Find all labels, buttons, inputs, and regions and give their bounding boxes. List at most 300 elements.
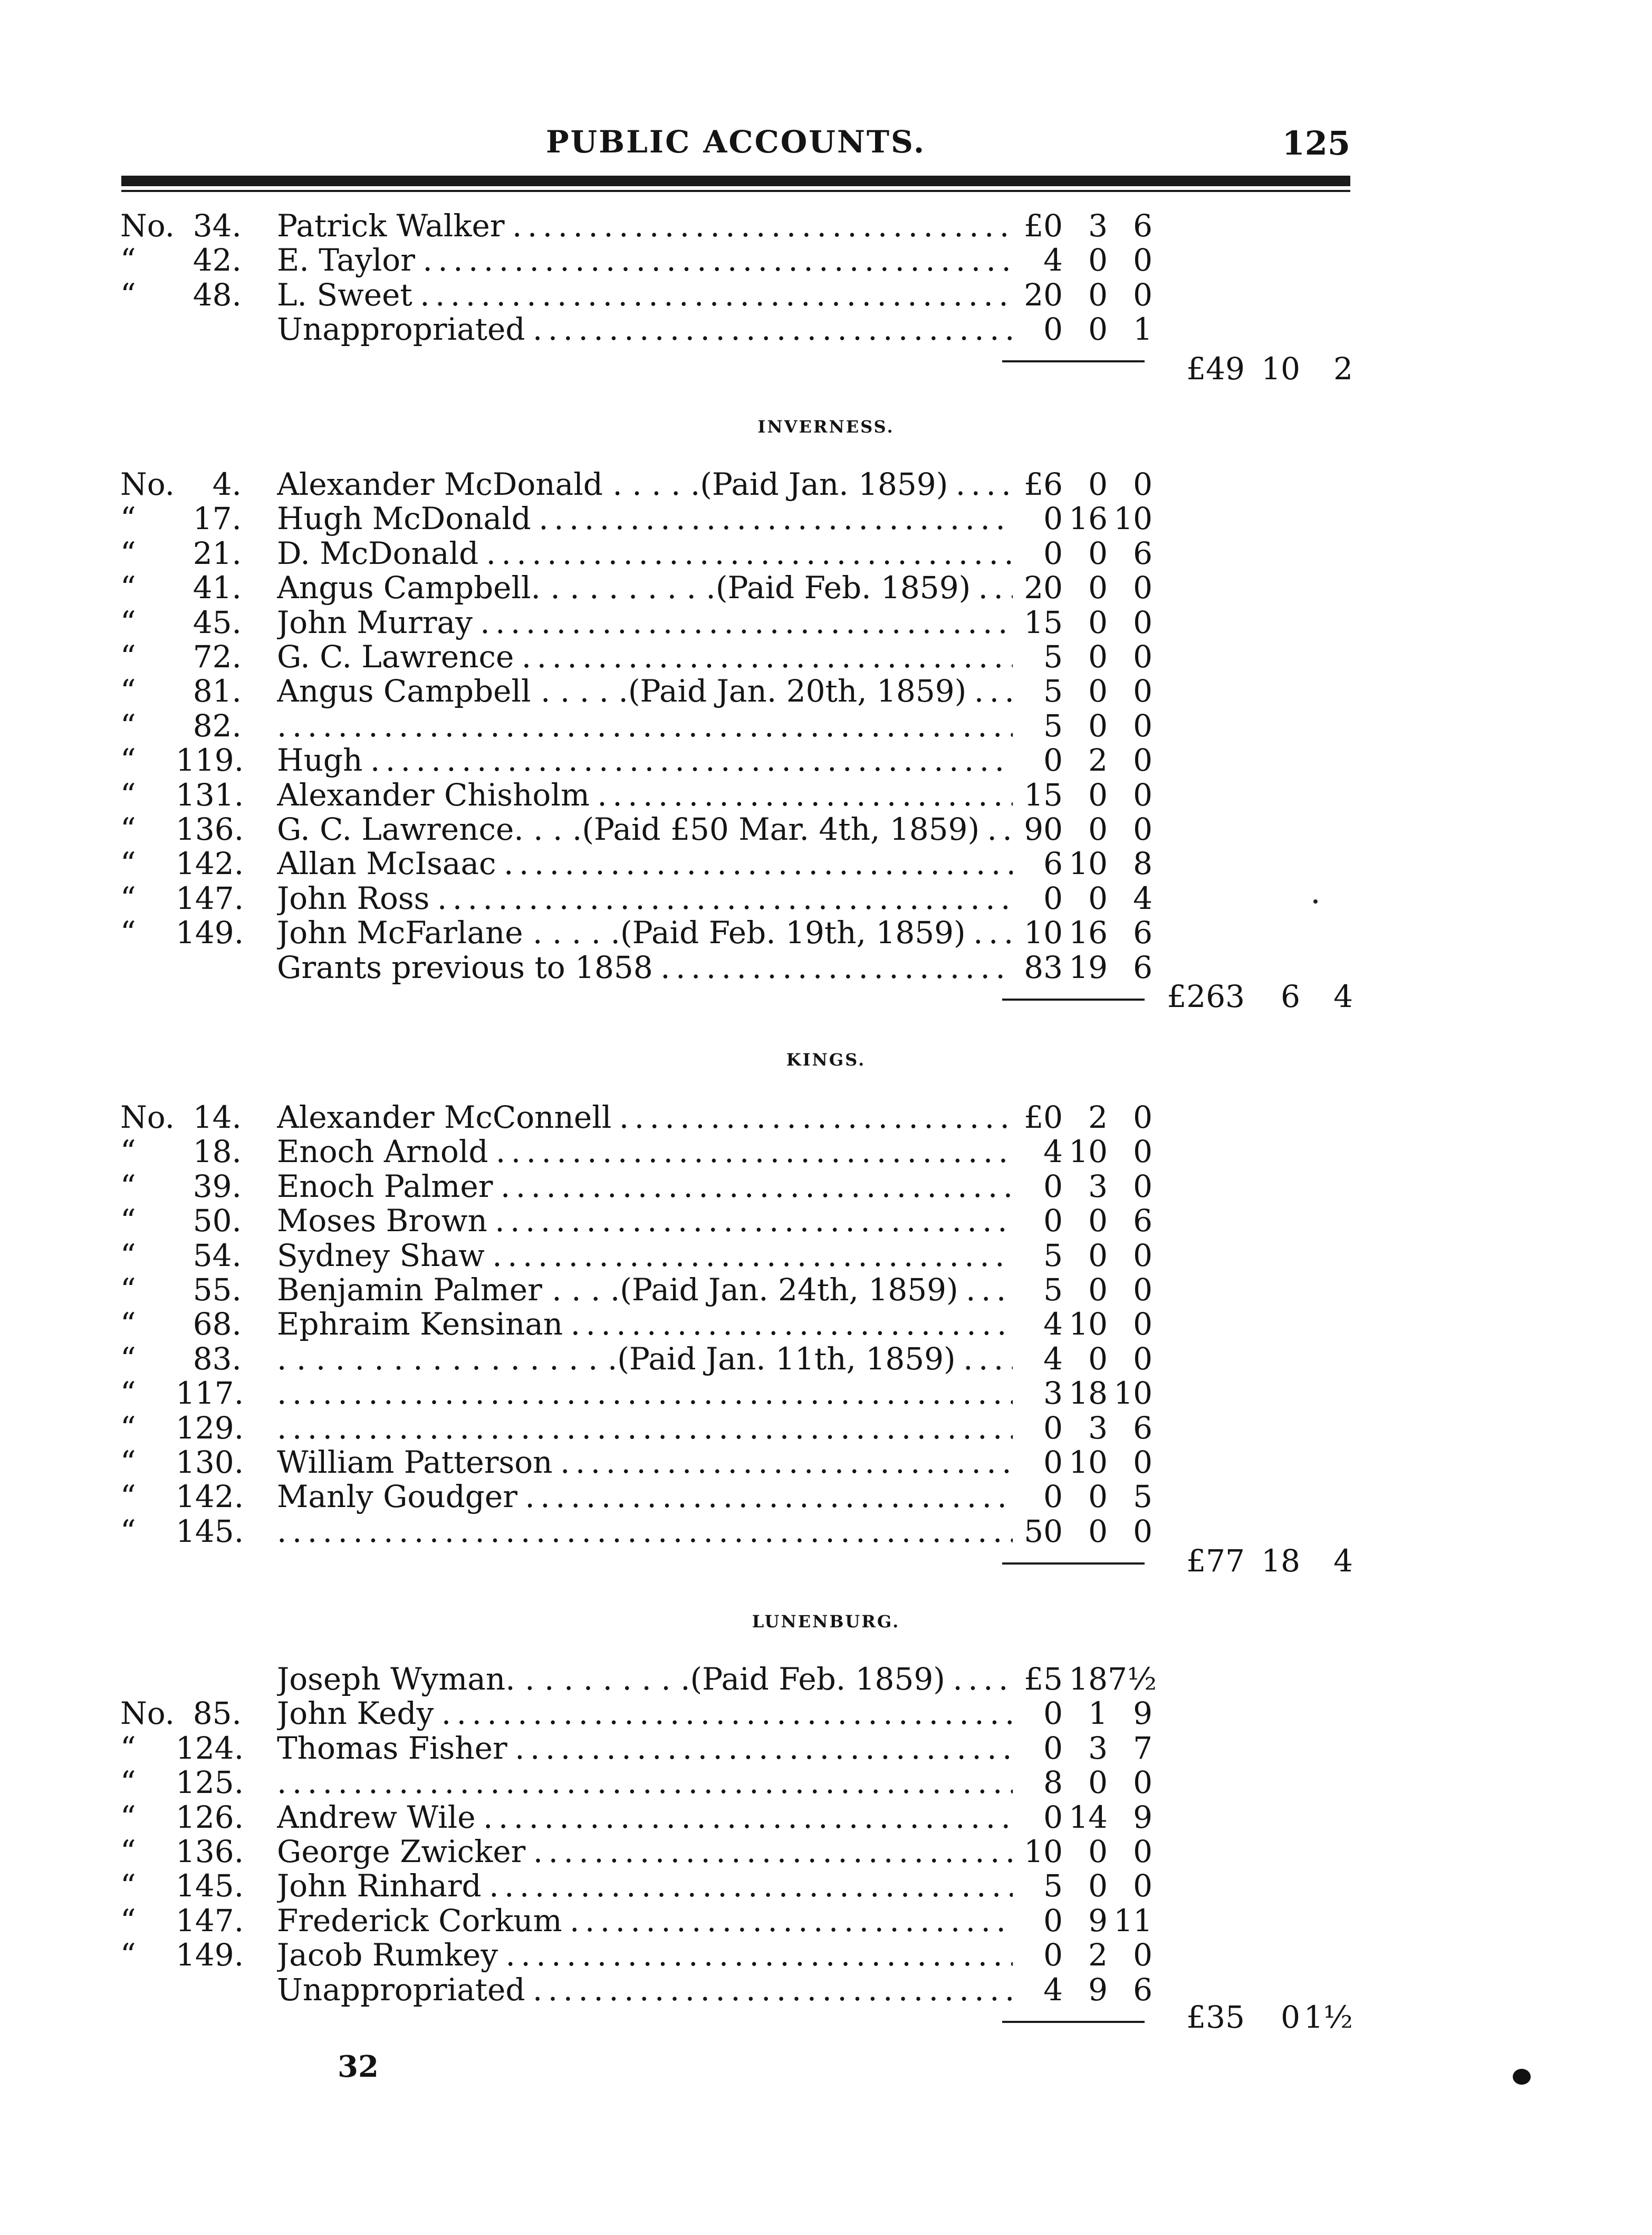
page-header: [121, 124, 1350, 171]
entry-index: 41.: [193, 570, 242, 606]
payee-name: William Patterson . . .: [277, 1445, 1013, 1480]
amount-pence: 0: [1133, 639, 1152, 675]
page-title: PUBLIC ACCOUNTS.: [545, 124, 926, 160]
ledger-row: [0, 605, 1652, 640]
amount-pounds: 0: [1043, 1695, 1063, 1732]
amount-pence: 0: [1133, 466, 1152, 502]
entry-index: 82.: [193, 707, 242, 744]
amount-pounds: £0: [1024, 208, 1063, 244]
entry-number: [120, 1134, 242, 1169]
section-total: [1155, 979, 1356, 1014]
amount-pence: 0: [1133, 1340, 1152, 1377]
amount-pence: 0: [1133, 707, 1152, 744]
payee-name: Moses Brown . . .: [277, 1203, 1013, 1238]
payee-name: Enoch Palmer . . .: [277, 1169, 1013, 1204]
entry-number: [120, 1203, 242, 1238]
payee-name: [277, 1765, 1013, 1800]
payee-name: John Murray . . .: [277, 605, 1013, 640]
entry-number: [120, 812, 242, 847]
entry-index: 149.: [176, 1937, 244, 1973]
ledger-row: [0, 1800, 1652, 1835]
payee-name: [277, 1411, 1013, 1445]
total-pence: 4: [1333, 979, 1353, 1014]
ditto-mark: “: [120, 535, 136, 571]
amount-pence: 0: [1133, 570, 1152, 606]
amount-shillings: 3: [1088, 1730, 1108, 1766]
amount: [1005, 846, 1158, 881]
amount: [1005, 1238, 1158, 1273]
entry-index: 130.: [176, 1444, 244, 1480]
entry-number: [120, 312, 242, 347]
entry-number: [120, 1765, 242, 1800]
section-total: [1155, 1999, 1356, 2035]
ledger-row: [0, 1903, 1652, 1938]
payee-name: [277, 1376, 1013, 1411]
amount: [1005, 708, 1158, 743]
ledger-row: [0, 1868, 1652, 1903]
amount-pence: 0: [1133, 1513, 1152, 1549]
entry-number: [120, 778, 242, 812]
entry-number: [120, 208, 242, 243]
ledger-row: [0, 1514, 1652, 1549]
entry-number: [120, 1479, 242, 1514]
ditto-mark: “: [120, 1868, 136, 1904]
amount-shillings: 3: [1088, 1409, 1108, 1446]
entry-number: [120, 1800, 242, 1835]
entry-index: 68.: [193, 1306, 242, 1342]
ledger-row: [0, 1411, 1652, 1445]
amount-pounds: 50: [1024, 1513, 1063, 1549]
amount: [1005, 881, 1158, 916]
amount: [1005, 536, 1158, 571]
amount-pounds: 4: [1043, 242, 1063, 279]
amount-shillings: 9: [1088, 1902, 1108, 1939]
entry-number: [120, 881, 242, 916]
entry-index: 81.: [193, 673, 242, 709]
entry-number: [120, 1272, 242, 1307]
total-shillings: 10: [1261, 351, 1300, 387]
ledger-row: [0, 1834, 1652, 1869]
entry-number: [120, 743, 242, 778]
ledger-row: [0, 501, 1652, 536]
amount-pounds: 0: [1043, 1799, 1063, 1835]
payee-name: Ephraim Kensinan . . .: [277, 1307, 1013, 1341]
amount: [1005, 674, 1158, 708]
ledger-row: [0, 1696, 1652, 1731]
entry-index: 131.: [176, 776, 244, 813]
entry-number: [120, 570, 242, 605]
amount: [1005, 208, 1158, 243]
entry-number: [120, 243, 242, 277]
ledger-row: [0, 1479, 1652, 1514]
total-shillings: 6: [1281, 979, 1300, 1014]
ditto-mark: “: [120, 1375, 136, 1412]
amount-pence: 6: [1133, 1409, 1152, 1446]
total-pounds: £263: [1167, 979, 1245, 1014]
ledger-row: [0, 1134, 1652, 1169]
amount-pounds: 0: [1043, 1730, 1063, 1766]
entry-index: 142.: [176, 846, 244, 882]
ditto-mark: “: [120, 846, 136, 882]
entry-index: 125.: [176, 1764, 244, 1801]
amount: [1005, 1134, 1158, 1169]
entry-index: 117.: [176, 1375, 244, 1412]
entry-index: 4.: [212, 466, 242, 502]
ledger-row: [0, 243, 1652, 277]
amount: [1005, 1376, 1158, 1411]
amount-pounds: 20: [1024, 570, 1063, 606]
entry-number: [120, 277, 242, 312]
total-pounds: £35: [1186, 1999, 1245, 2035]
amount-pence: 9: [1133, 1695, 1152, 1732]
ledger-row: [0, 1972, 1652, 2007]
amount-pounds: 3: [1043, 1375, 1063, 1412]
amount-pounds: 5: [1043, 639, 1063, 675]
ledger-row: [0, 1203, 1652, 1238]
amount: [1005, 915, 1158, 950]
amount-pence: 9: [1133, 1799, 1152, 1835]
entry-index: 34.: [193, 208, 242, 244]
amount-shillings: 14: [1069, 1799, 1108, 1835]
signature-mark: 32: [338, 2049, 379, 2084]
amount: [1005, 570, 1158, 605]
payee-name: Hugh . . .: [277, 743, 1013, 778]
entry-number: [120, 1972, 242, 2007]
amount-shillings: 0: [1088, 880, 1108, 916]
section-total: [1155, 351, 1356, 387]
ledger-row: [0, 1341, 1652, 1376]
ledger-row: [0, 639, 1652, 674]
amount-shillings: 10: [1069, 1444, 1108, 1480]
entry-index: 145.: [176, 1868, 244, 1904]
entry-index: 124.: [176, 1730, 244, 1766]
amount-shillings: 1: [1088, 1695, 1108, 1732]
entry-number: [120, 1341, 242, 1376]
amount-shillings: 10: [1069, 1306, 1108, 1342]
entry-number: [120, 1696, 242, 1731]
ledger-row: [0, 1445, 1652, 1480]
payee-name: Jacob Rumkey . . .: [277, 1937, 1013, 1972]
entry-index: 72.: [193, 639, 242, 675]
amount-pounds: 10: [1024, 1834, 1063, 1869]
amount-pence: 6: [1133, 1203, 1152, 1239]
amount-pence: 4: [1133, 880, 1152, 916]
amount-pence: 0: [1133, 1868, 1152, 1904]
ditto-mark: No.: [120, 466, 175, 502]
amount-shillings: 19: [1069, 949, 1108, 985]
section-heading: LUNENBURG.: [752, 1611, 900, 1632]
ditto-mark: “: [120, 1340, 136, 1377]
amount-pence: 0: [1133, 1272, 1152, 1308]
ditto-mark: “: [120, 1203, 136, 1239]
amount: [1005, 1307, 1158, 1341]
amount-pence: 0: [1133, 1834, 1152, 1869]
ditto-mark: “: [120, 1730, 136, 1766]
entry-number: [120, 1937, 242, 1972]
amount-pence: 0: [1133, 1306, 1152, 1342]
entry-number: [120, 1731, 242, 1766]
amount: [1005, 639, 1158, 674]
amount-pounds: 0: [1043, 1902, 1063, 1939]
ledger-row: [0, 570, 1652, 605]
amount-pounds: 83: [1024, 949, 1063, 985]
ditto-mark: “: [120, 1272, 136, 1308]
entry-index: 147.: [176, 880, 244, 916]
amount-pounds: 0: [1043, 880, 1063, 916]
ledger-row: [0, 1100, 1652, 1135]
section-heading: INVERNESS.: [757, 417, 895, 437]
amount-pence: 6: [1133, 208, 1152, 244]
total-shillings: 18: [1261, 1543, 1300, 1579]
ledger-row: [0, 950, 1652, 985]
amount-shillings: 0: [1088, 1764, 1108, 1801]
ditto-mark: “: [120, 1134, 136, 1170]
payee-name: Sydney Shaw . . .: [277, 1238, 1013, 1273]
amount-shillings: 10: [1069, 846, 1108, 882]
amount-pounds: 0: [1043, 1168, 1063, 1204]
ledger-row: [0, 536, 1652, 571]
amount-pence: 11: [1113, 1902, 1152, 1939]
entry-index: 129.: [176, 1409, 244, 1446]
amount-pounds: £5: [1024, 1661, 1063, 1697]
amount-pence: 10: [1113, 1375, 1152, 1412]
amount-pence: 10: [1113, 501, 1152, 537]
amount-pounds: £0: [1024, 1099, 1063, 1135]
payee-name: Alexander Chisholm . . .: [277, 778, 1013, 812]
amount-pounds: 0: [1043, 1479, 1063, 1515]
payee-name: John Kedy . . .: [277, 1696, 1013, 1731]
amount-shillings: 2: [1088, 1937, 1108, 1973]
amount-pounds: £6: [1024, 466, 1063, 502]
payee-name: G. C. Lawrence . . .: [277, 639, 1013, 674]
payee-name: Benjamin Palmer . . . .(Paid Jan. 24th, 1859) . . .: [277, 1272, 1013, 1307]
ditto-mark: “: [120, 1937, 136, 1973]
payee-name: Patrick Walker . . .: [277, 208, 1013, 243]
ledger-row: [0, 1376, 1652, 1411]
ditto-mark: “: [120, 276, 136, 313]
amount-pounds: 5: [1043, 1868, 1063, 1904]
ledger-row: [0, 846, 1652, 881]
amount: [1005, 467, 1158, 502]
entry-number: [120, 1514, 242, 1549]
ditto-mark: “: [120, 1479, 136, 1515]
amount: [1005, 1937, 1158, 1972]
amount-pence: 0: [1133, 1134, 1152, 1170]
entry-number: [120, 1100, 242, 1135]
total-rule: [1002, 1562, 1145, 1565]
amount-pounds: 4: [1043, 1971, 1063, 2008]
payee-name: [277, 708, 1013, 743]
ledger-row: [0, 277, 1652, 312]
entry-number: [120, 467, 242, 502]
entry-index: 39.: [193, 1168, 242, 1204]
entry-index: 14.: [193, 1099, 242, 1135]
entry-number: [120, 674, 242, 708]
payee-name: G. C. Lawrence. . . .(Paid £50 Mar. 4th, 1859) . . .: [277, 812, 1013, 847]
amount: [1005, 1834, 1158, 1869]
entry-index: 42.: [193, 242, 242, 279]
entry-index: 54.: [193, 1237, 242, 1273]
amount: [1005, 243, 1158, 277]
entry-number: [120, 1411, 242, 1445]
amount-shillings: 0: [1088, 811, 1108, 847]
ditto-mark: “: [120, 1409, 136, 1446]
payee-name: [277, 1514, 1013, 1549]
amount-shillings: 0: [1088, 535, 1108, 571]
amount-pence: 0: [1133, 1099, 1152, 1135]
amount-pounds: 0: [1043, 535, 1063, 571]
payee-name: Grants previous to 1858 . . .: [277, 950, 1013, 985]
ledger-row: [0, 467, 1652, 502]
payee-name: Angus Campbell. . . . . . . . . .(Paid Feb. 1859) . . .: [277, 570, 1013, 605]
entry-number: [120, 1445, 242, 1480]
entry-index: 142.: [176, 1479, 244, 1515]
ledger-row: [0, 778, 1652, 812]
amount: [1005, 1100, 1158, 1135]
amount-pence: 0: [1133, 742, 1152, 779]
entry-index: 21.: [193, 535, 242, 571]
ledger-row: [0, 1169, 1652, 1204]
amount-shillings: 0: [1088, 707, 1108, 744]
amount: [1005, 1903, 1158, 1938]
ledger-row: [0, 881, 1652, 916]
payee-name: John McFarlane . . . . .(Paid Feb. 19th, 1859) . . .: [277, 915, 1013, 950]
amount-pence: 0: [1133, 276, 1152, 313]
entry-number: [120, 1834, 242, 1869]
amount-shillings: 0: [1088, 639, 1108, 675]
total-pence: 2: [1333, 351, 1353, 387]
ditto-mark: “: [120, 1237, 136, 1273]
amount: [1005, 312, 1158, 347]
payee-name: Manly Goudger . . .: [277, 1479, 1013, 1514]
entry-number: [120, 536, 242, 571]
amount-shillings: 0: [1088, 276, 1108, 313]
amount: [1005, 1696, 1158, 1731]
ditto-mark: No.: [120, 1695, 175, 1732]
amount-pence: 6: [1133, 1971, 1152, 2008]
amount-shillings: 10: [1069, 1134, 1108, 1170]
ditto-mark: “: [120, 570, 136, 606]
amount: [1005, 1203, 1158, 1238]
amount-pence: 6: [1133, 915, 1152, 951]
ledger-row: [0, 312, 1652, 347]
amount-shillings: 0: [1088, 570, 1108, 606]
payee-name: Angus Campbell . . . . .(Paid Jan. 20th, 1859) . . .: [277, 674, 1013, 708]
amount-pounds: 0: [1043, 742, 1063, 779]
payee-name: Hugh McDonald . . .: [277, 501, 1013, 536]
entry-index: 55.: [193, 1272, 242, 1308]
entry-index: 48.: [193, 276, 242, 313]
amount-pence: 0: [1133, 1764, 1152, 1801]
payee-name: Enoch Arnold . . .: [277, 1134, 1013, 1169]
amount-shillings: 0: [1088, 1868, 1108, 1904]
amount-pounds: 90: [1024, 811, 1063, 847]
amount-pence: 5: [1133, 1479, 1152, 1515]
ledger-row: [0, 915, 1652, 950]
entry-index: 17.: [193, 501, 242, 537]
amount-shillings: 0: [1088, 242, 1108, 279]
amount-shillings: 2: [1088, 1099, 1108, 1135]
header-rule: [121, 176, 1350, 186]
total-pounds: £77: [1186, 1543, 1245, 1579]
entry-index: 83.: [193, 1340, 242, 1377]
amount-pence: 0: [1133, 811, 1152, 847]
amount-shillings: 0: [1088, 604, 1108, 640]
ditto-mark: “: [120, 742, 136, 779]
amount-pence: 6: [1133, 949, 1152, 985]
ditto-mark: No.: [120, 208, 175, 244]
amount-shillings: 3: [1088, 208, 1108, 244]
amount-shillings: 0: [1088, 1272, 1108, 1308]
amount: [1005, 1272, 1158, 1307]
amount-pence: 6: [1133, 535, 1152, 571]
ledger-row: [0, 1307, 1652, 1341]
ledger-row: [0, 674, 1652, 708]
amount-pounds: 0: [1043, 1203, 1063, 1239]
amount: [1005, 1341, 1158, 1376]
amount-shillings: 3: [1088, 1168, 1108, 1204]
entry-number: [120, 950, 242, 985]
total-pence: 4: [1333, 1543, 1353, 1579]
section-heading: KINGS.: [786, 1050, 866, 1070]
amount: [1005, 1731, 1158, 1766]
amount-shillings: 0: [1088, 1237, 1108, 1273]
payee-name: George Zwicker . . .: [277, 1834, 1013, 1869]
amount-shillings: 0: [1088, 776, 1108, 813]
amount-shillings: 16: [1069, 915, 1108, 951]
payee-name: John Rinhard . . .: [277, 1868, 1013, 1903]
ditto-mark: “: [120, 1513, 136, 1549]
amount-shillings: 0: [1088, 1834, 1108, 1869]
amount-pence: 0: [1133, 776, 1152, 813]
ditto-mark: “: [120, 776, 136, 813]
entry-index: 85.: [193, 1695, 242, 1732]
amount: [1005, 1514, 1158, 1549]
payee-name: Allan McIsaac . . .: [277, 846, 1013, 881]
entry-index: 50.: [193, 1203, 242, 1239]
payee-name: Unappropriated . . .: [277, 312, 1013, 347]
payee-name: E. Taylor . . .: [277, 243, 1013, 277]
entry-number: [120, 1376, 242, 1411]
entry-index: 136.: [176, 1834, 244, 1869]
entry-index: 18.: [193, 1134, 242, 1170]
amount-shillings: 0: [1088, 1340, 1108, 1377]
ditto-mark: “: [120, 707, 136, 744]
section-total: [1155, 1543, 1356, 1579]
amount-pounds: 0: [1043, 501, 1063, 537]
ledger-row: [0, 1937, 1652, 1972]
amount-pence: 7½: [1108, 1661, 1157, 1697]
entry-number: [120, 1903, 242, 1938]
ditto-mark: “: [120, 242, 136, 279]
ditto-mark: “: [120, 811, 136, 847]
amount-pence: 0: [1133, 1444, 1152, 1480]
amount: [1005, 1662, 1158, 1696]
amount-pounds: 15: [1024, 604, 1063, 640]
ditto-mark: “: [120, 1764, 136, 1801]
ditto-mark: “: [120, 1444, 136, 1480]
amount-pounds: 10: [1024, 915, 1063, 951]
amount-shillings: 0: [1088, 1513, 1108, 1549]
amount-pounds: 4: [1043, 1134, 1063, 1170]
amount-shillings: 0: [1088, 1203, 1108, 1239]
payee-name: Alexander McDonald . . . . .(Paid Jan. 1859) . . .: [277, 467, 1013, 502]
total-pence: 1½: [1303, 1999, 1353, 2035]
amount-pounds: 8: [1043, 1764, 1063, 1801]
entry-number: [120, 1169, 242, 1204]
ditto-mark: “: [120, 1306, 136, 1342]
amount-pence: 8: [1133, 846, 1152, 882]
